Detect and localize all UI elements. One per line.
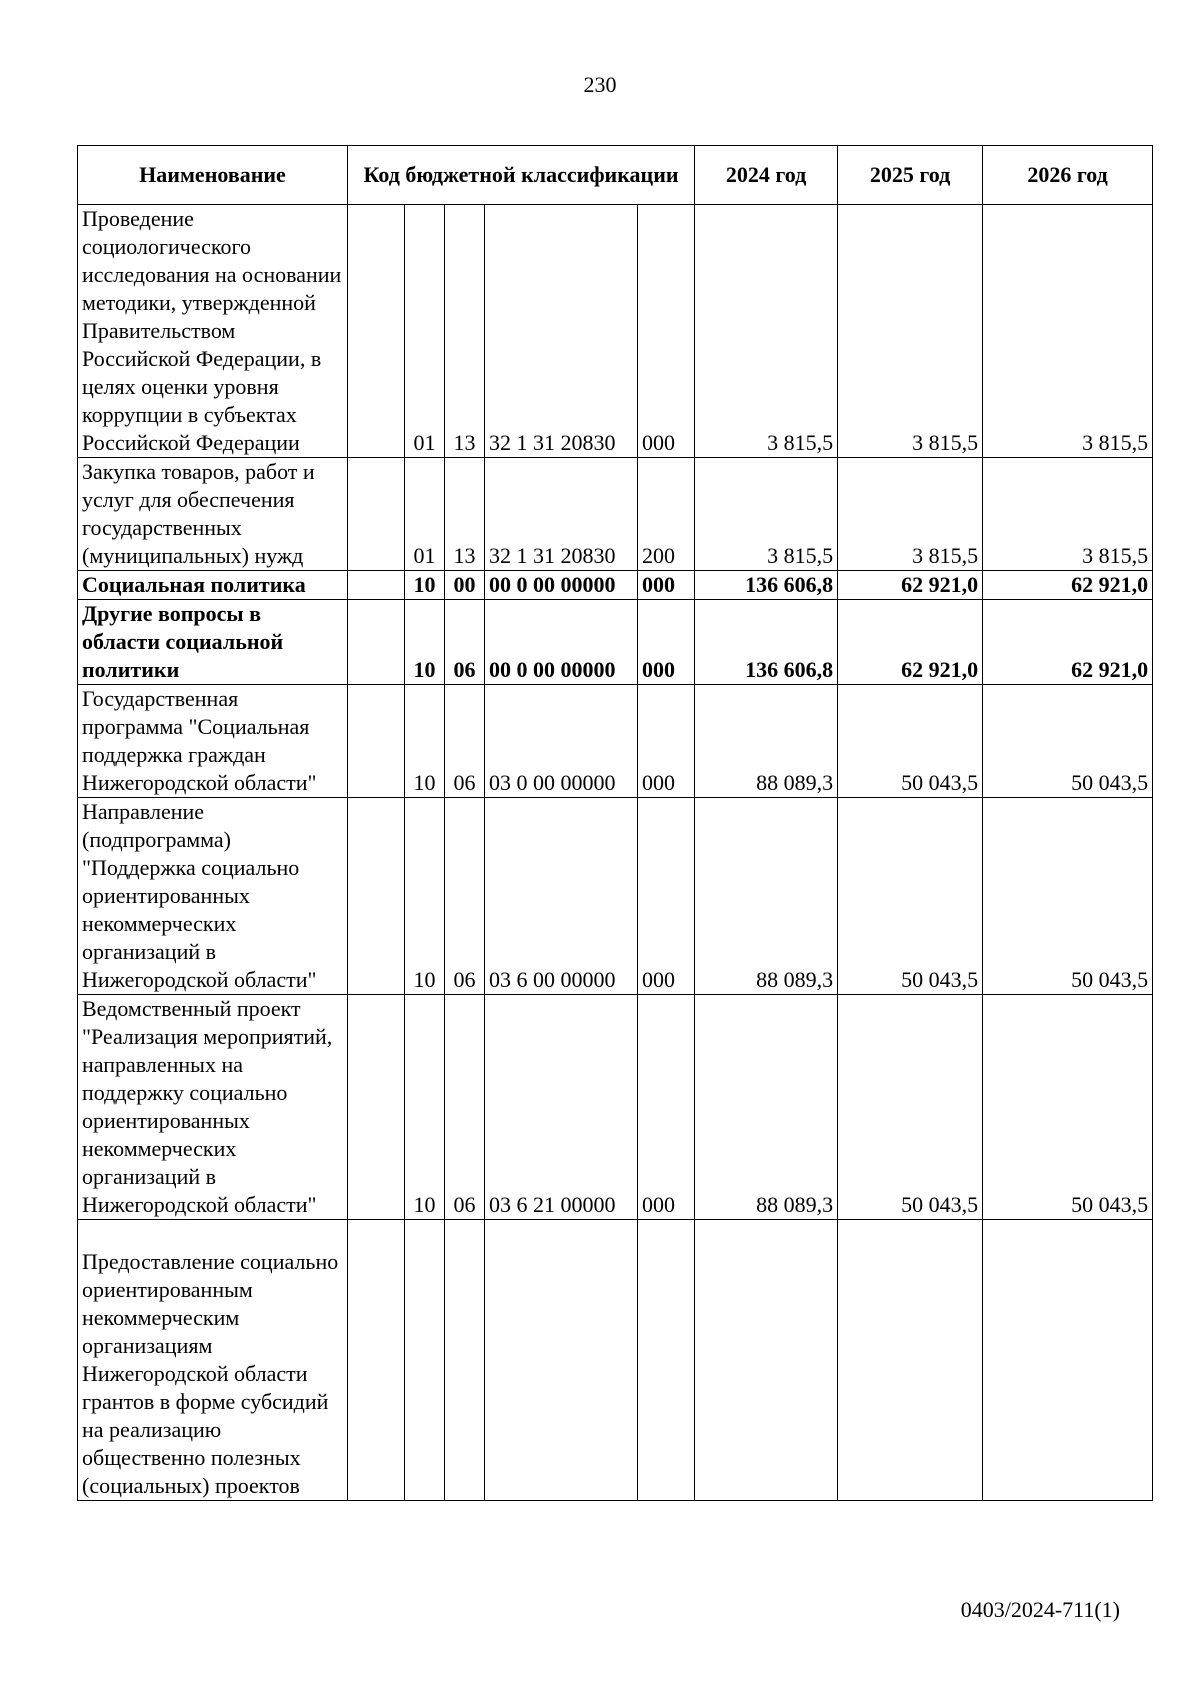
- table-row: [78, 798, 1153, 995]
- row-2026: 50 043,5: [983, 995, 1153, 1220]
- row-2025: 62 921,0: [838, 600, 983, 685]
- row-name: Проведение социологического исследования на основании методики, утвержденной Правительством Российской Федерации, в целях оценки уровня коррупции в субъектах Российской Федерации: [78, 205, 348, 458]
- row-blank: [348, 600, 405, 685]
- header-name: Наименование: [78, 146, 348, 205]
- row-2025: 50 043,5: [838, 798, 983, 995]
- row-name: Закупка товаров, работ и услуг для обеспечения государственных (муниципальных) нужд: [78, 458, 348, 571]
- row-target: [485, 1220, 638, 1501]
- row-2024: 88 089,3: [695, 798, 838, 995]
- table-row: [78, 995, 1153, 1220]
- row-target: 03 6 21 00000: [485, 995, 638, 1220]
- header-code: Код бюджетной классификации: [348, 146, 695, 205]
- row-2024: 3 815,5: [695, 205, 838, 458]
- header-2024: 2024 год: [695, 146, 838, 205]
- row-name: Государственная программа "Социальная поддержка граждан Нижегородской области": [78, 685, 348, 798]
- header-2026: 2026 год: [983, 146, 1153, 205]
- row-2025: 3 815,5: [838, 205, 983, 458]
- row-subsection: 06: [445, 685, 485, 798]
- row-2024: [695, 1220, 838, 1501]
- row-2025: 50 043,5: [838, 995, 983, 1220]
- row-2024: 3 815,5: [695, 458, 838, 571]
- row-expense-type: 000: [638, 600, 695, 685]
- row-section: 10: [405, 600, 445, 685]
- row-2026: [983, 1220, 1153, 1501]
- row-blank: [348, 571, 405, 600]
- row-2025: 62 921,0: [838, 571, 983, 600]
- row-2024: 136 606,8: [695, 600, 838, 685]
- row-target: 00 0 00 00000: [485, 600, 638, 685]
- row-name: Социальная политика: [78, 571, 348, 600]
- row-blank: [348, 995, 405, 1220]
- row-expense-type: 000: [638, 995, 695, 1220]
- row-name: Направление (подпрограмма) "Поддержка социально ориентированных некоммерческих организаций в Нижегородской области": [78, 798, 348, 995]
- row-2024: 88 089,3: [695, 995, 838, 1220]
- row-blank: [348, 798, 405, 995]
- document-code: 0403/2024-711(1): [960, 1597, 1120, 1622]
- row-2024: 88 089,3: [695, 685, 838, 798]
- row-subsection: 00: [445, 571, 485, 600]
- table-row: [78, 1220, 1153, 1501]
- row-subsection: 06: [445, 600, 485, 685]
- row-blank: [348, 205, 405, 458]
- row-expense-type: 000: [638, 205, 695, 458]
- row-2026: 3 815,5: [983, 458, 1153, 571]
- row-expense-type: 200: [638, 458, 695, 571]
- row-section: 10: [405, 571, 445, 600]
- row-blank: [348, 1220, 405, 1501]
- row-subsection: 06: [445, 798, 485, 995]
- row-name: Другие вопросы в области социальной политики: [78, 600, 348, 685]
- table-row: [78, 458, 1153, 571]
- row-expense-type: 000: [638, 571, 695, 600]
- row-subsection: 13: [445, 205, 485, 458]
- row-blank: [348, 685, 405, 798]
- row-2026: 50 043,5: [983, 798, 1153, 995]
- table-header-row: [78, 146, 1153, 205]
- table-row: [78, 571, 1153, 600]
- row-subsection: [445, 1220, 485, 1501]
- row-2025: 3 815,5: [838, 458, 983, 571]
- row-2024: 136 606,8: [695, 571, 838, 600]
- row-target: 03 0 00 00000: [485, 685, 638, 798]
- row-2026: 50 043,5: [983, 685, 1153, 798]
- page-number: 230: [583, 72, 617, 97]
- row-2026: 62 921,0: [983, 600, 1153, 685]
- row-target: 00 0 00 00000: [485, 571, 638, 600]
- row-2026: 62 921,0: [983, 571, 1153, 600]
- row-expense-type: 000: [638, 685, 695, 798]
- row-target: 03 6 00 00000: [485, 798, 638, 995]
- row-2025: 50 043,5: [838, 685, 983, 798]
- row-subsection: 06: [445, 995, 485, 1220]
- row-name: Ведомственный проект "Реализация мероприятий, направленных на поддержку социально ориентированных некоммерческих организаций в Нижегородской области": [78, 995, 348, 1220]
- row-2026: 3 815,5: [983, 205, 1153, 458]
- row-section: 10: [405, 685, 445, 798]
- row-target: 32 1 31 20830: [485, 458, 638, 571]
- table-row: [78, 600, 1153, 685]
- row-section: 01: [405, 458, 445, 571]
- table-row: [78, 205, 1153, 458]
- row-section: 10: [405, 995, 445, 1220]
- row-subsection: 13: [445, 458, 485, 571]
- row-expense-type: 000: [638, 798, 695, 995]
- row-name: Предоставление социально ориентированным некоммерческим организациям Нижегородской области грантов в форме субсидий на реализацию общественно полезных (социальных) проектов: [78, 1220, 348, 1501]
- row-section: 10: [405, 798, 445, 995]
- row-section: [405, 1220, 445, 1501]
- row-target: 32 1 31 20830: [485, 205, 638, 458]
- row-expense-type: [638, 1220, 695, 1501]
- row-blank: [348, 458, 405, 571]
- row-2025: [838, 1220, 983, 1501]
- table-row: [78, 685, 1153, 798]
- header-2025: 2025 год: [838, 146, 983, 205]
- budget-table: [77, 145, 1153, 1501]
- row-section: 01: [405, 205, 445, 458]
